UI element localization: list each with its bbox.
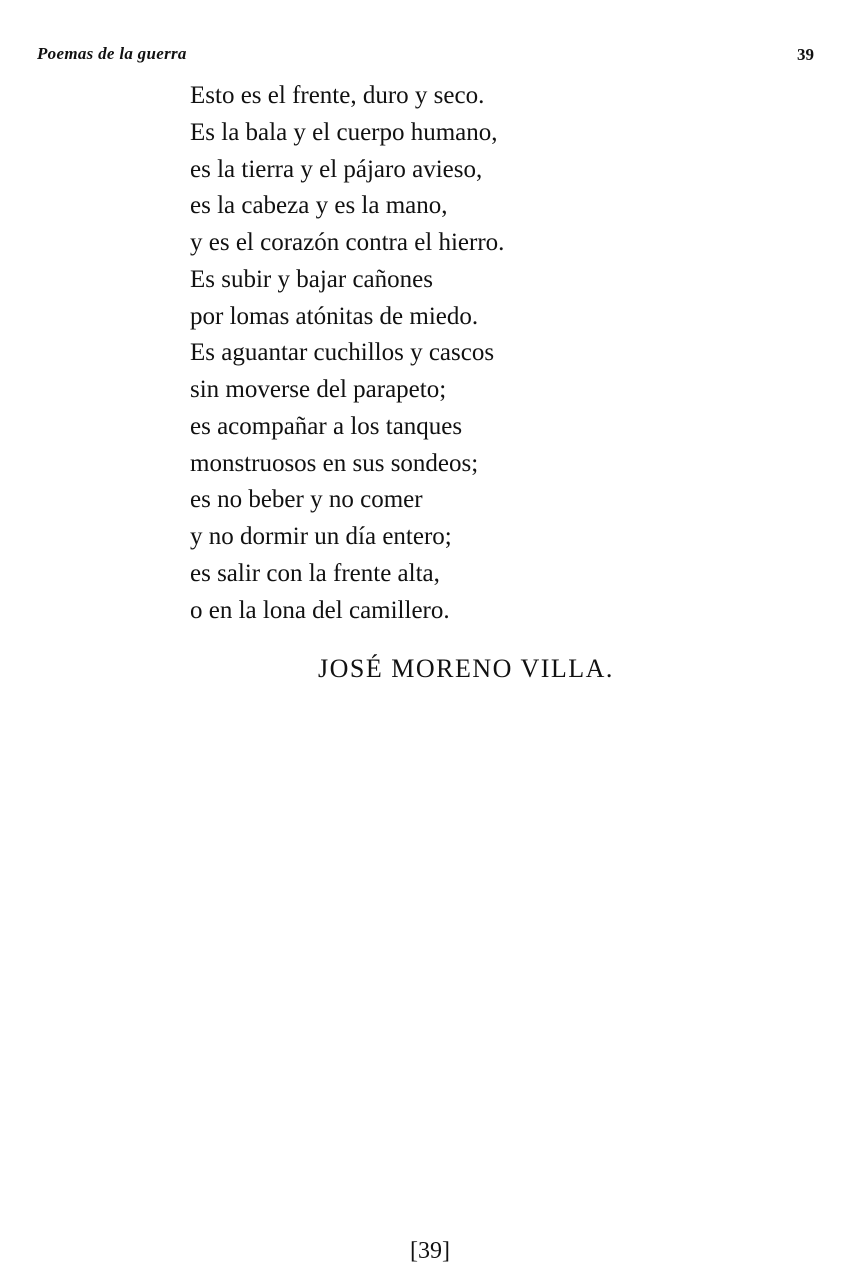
author-signature: JOSÉ MORENO VILLA. <box>318 654 614 683</box>
poem-line-4: es la cabeza y es la mano, <box>190 192 448 220</box>
poem-line-13: y no dormir un día entero; <box>190 523 452 550</box>
poem-line-1: Esto es el frente, duro y seco. <box>190 82 485 109</box>
poem-line-9: sin moverse del parapeto; <box>190 376 447 403</box>
page-number-top: 39 <box>797 45 814 64</box>
poem-line-14: es salir con la frente alta, <box>190 559 440 587</box>
poem-line-15: o en la lona del camillero. <box>190 596 450 624</box>
poem-line-8: Es aguantar cuchillos y cascos <box>190 339 495 367</box>
poem-line-2: Es la bala y el cuerpo humano, <box>190 118 498 146</box>
poem-line-6: Es subir y bajar cañones <box>190 265 433 293</box>
page-number-bottom: [39] <box>410 1238 450 1264</box>
poem-line-12: es no beber y no comer <box>190 486 423 514</box>
poem-line-3: es la tierra y el pájaro avieso, <box>190 155 483 183</box>
poem-line-7: por lomas atónitas de miedo. <box>190 302 479 330</box>
running-title: Poemas de la guerra <box>37 44 187 63</box>
poem-line-10: es acompañar a los tanques <box>190 412 463 440</box>
poem-line-11: monstruosos en sus sondeos; <box>190 449 479 477</box>
poem-line-5: y es el corazón contra el hierro. <box>190 229 505 256</box>
poem <box>190 78 750 629</box>
